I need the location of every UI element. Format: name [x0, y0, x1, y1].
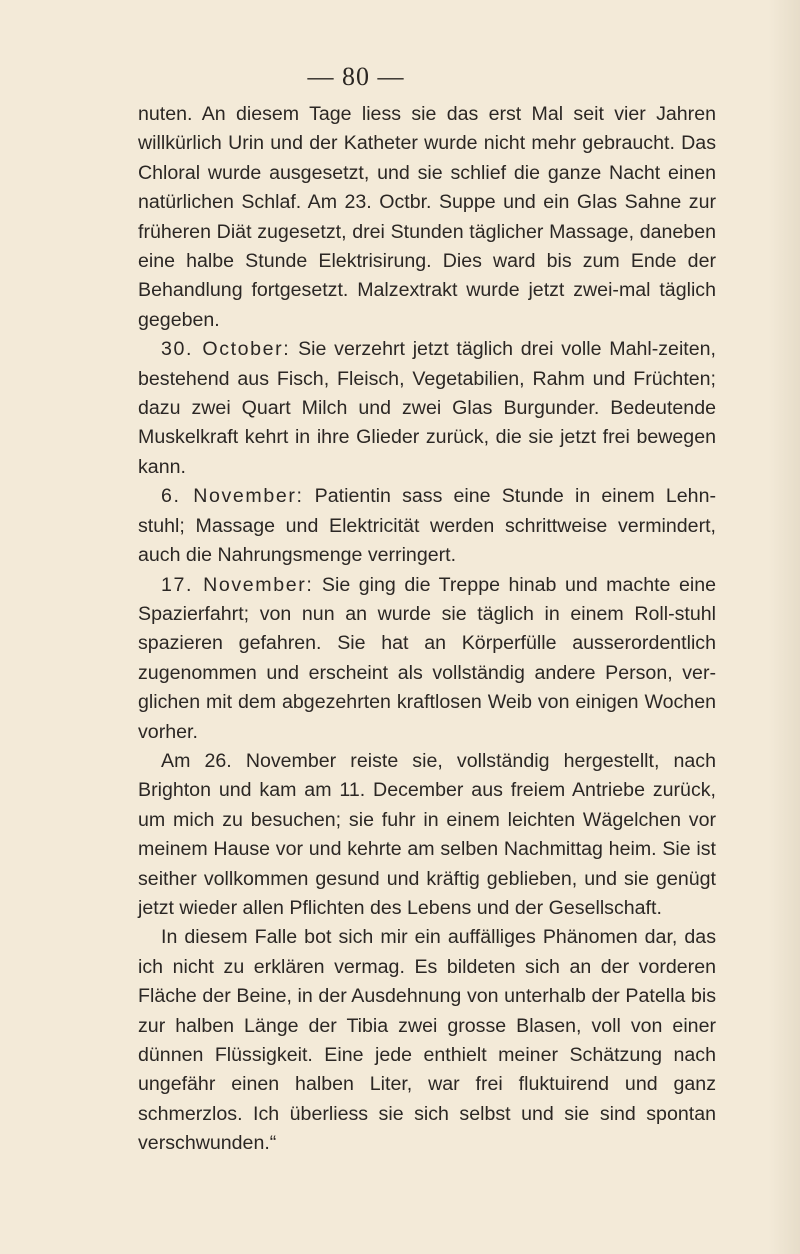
paragraph-3 — [138, 482, 716, 570]
paragraph-text: Patientin sass eine Stunde in einem Lehn-stuhl; Massage und Elektricität werden schrittweise vermindert, auch die Nahrungsmenge verringert. — [138, 485, 717, 567]
page-number: — 80 — — [307, 62, 405, 91]
paragraph-5 — [138, 747, 716, 923]
paragraph-text: nuten. An diesem Tage liess sie das erst Mal seit vier Jahren willkürlich Urin und der Katheter wurde nicht mehr gebraucht. Das Chloral wurde ausgesetzt, und sie schlief die ganze Nacht einen natürlichen Schlaf. Am 23. Octbr. Suppe und ein Glas Sahne zur früheren Diät zugesetzt, drei Stunden täglicher Massage, daneben eine halbe Stunde Elektrisirung. Dies ward bis zum Ende der Behandlung fortgesetzt. Malzextrakt wurde jetzt zwei-mal täglich gegeben. — [138, 103, 716, 331]
date-heading: 6. November: — [161, 485, 304, 508]
paragraph-text: Am 26. November reiste sie, vollständig hergestellt, nach Brighton und kam am 11. December aus freiem Antriebe zurück, um mich zu besuchen; sie fuhr in einem leichten Wägelchen vor meinem Hause vor und kehrte am selben Nachmittag heim. Sie ist seither vollkommen gesund und kräftig geblieben, und sie genügt jetzt wieder allen Pflichten des Lebens und der Gesellschaft. — [138, 749, 716, 919]
date-heading: 17. November: — [161, 573, 314, 596]
date-heading: 30. October: — [161, 338, 291, 361]
paragraph-text: Sie verzehrt jetzt täglich drei volle Mahl-zeiten, bestehend aus Fisch, Fleisch, Vegetabilien, Rahm und Früchten; dazu zwei Quart Milch und zwei Glas Burgunder. Bedeutende Muskelkraft kehrt in ihre Glieder zurück, die sie jetzt frei bewegen kann. — [138, 338, 716, 478]
paragraph-text: Sie ging die Treppe hinab und machte eine Spazierfahrt; von nun an wurde sie täglich in einem Roll-stuhl spazieren gefahren. Sie hat an Körperfülle ausserordentlich zugenommen und erscheint als vollständig andere Person, ver-glichen mit dem abgezehrten kraftlosen Weib von einigen Wochen vorher. — [138, 573, 716, 743]
paragraph-2 — [138, 335, 716, 482]
paragraph-1 — [138, 100, 716, 335]
body-text — [138, 100, 716, 1159]
paragraph-4 — [138, 571, 716, 747]
paragraph-6 — [138, 923, 716, 1158]
paragraph-text: In diesem Falle bot sich mir ein auffälliges Phänomen dar, das ich nicht zu erklären vermag. Es bildeten sich an der vorderen Fläche der Beine, in der Ausdehnung von unterhalb der Patella bis zur halben Länge der Tibia zwei grosse Blasen, voll von einer dünnen Flüssigkeit. Eine jede enthielt meiner Schätzung nach ungefähr einen halben Liter, war frei fluktuirend und ganz schmerzlos. Ich überliess sie sich selbst und sie sind spontan verschwunden.“ — [138, 926, 716, 1155]
